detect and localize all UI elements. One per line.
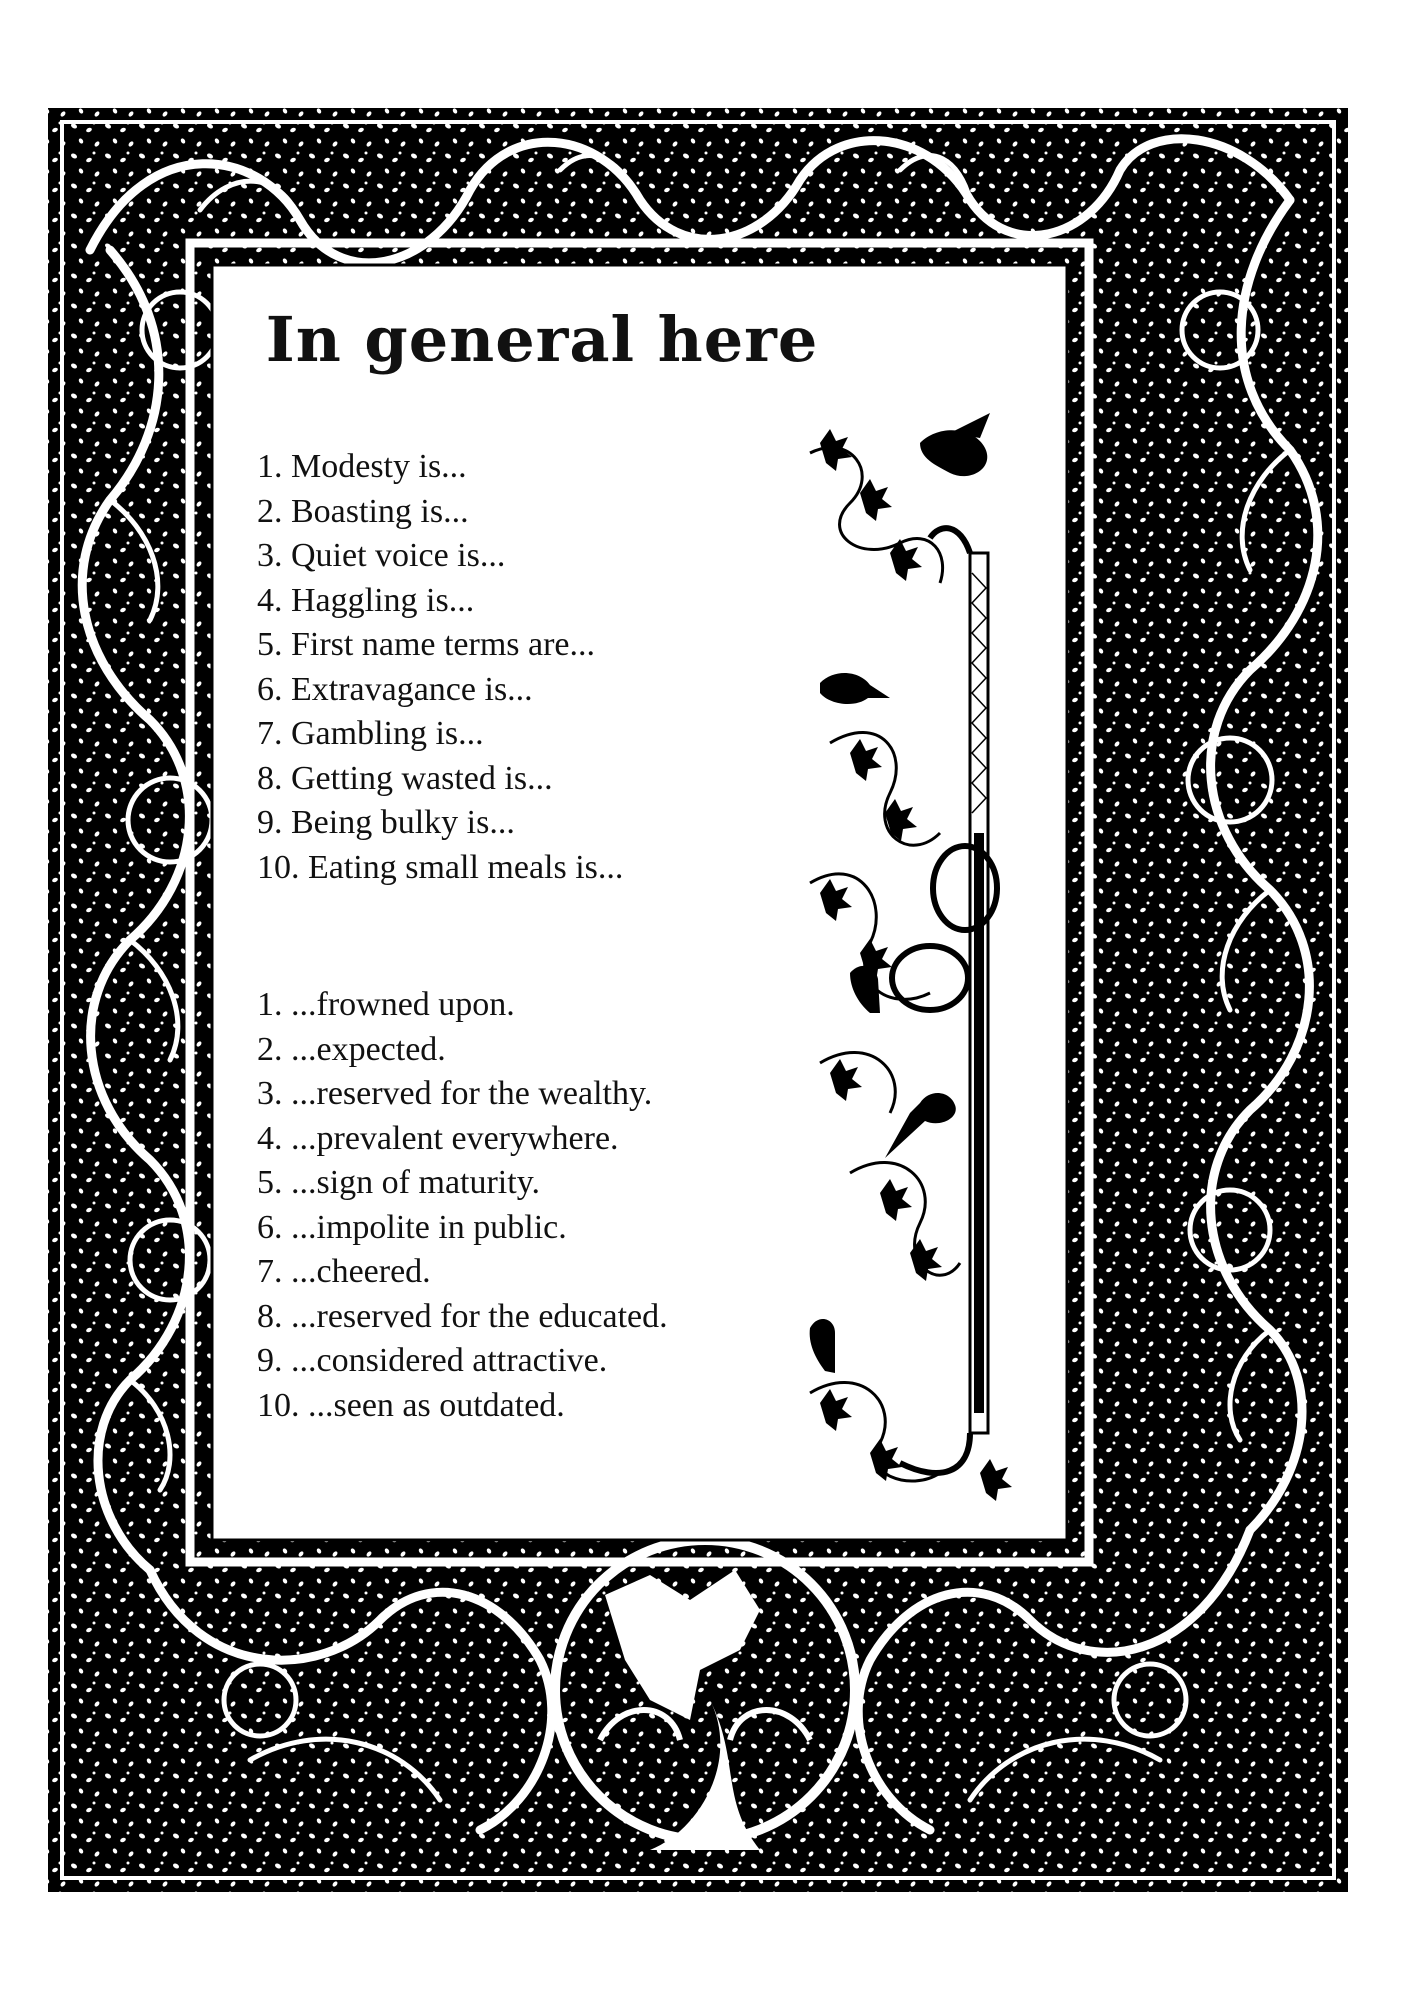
- statement-item: 4. Haggling is...: [257, 581, 475, 619]
- statement-item: 10. Eating small meals is...: [257, 848, 624, 886]
- statement-item: 7. Gambling is...: [257, 715, 484, 752]
- ending-item: 3. ...reserved for the wealthy.: [257, 1075, 653, 1112]
- ending-list: [257, 983, 668, 1428]
- statement-item: 3. Quiet voice is...: [257, 537, 506, 574]
- statement-list: [257, 445, 623, 890]
- vine-bird-illustration: [790, 413, 1022, 1513]
- ending-item: 9. ...considered attractive.: [257, 1342, 608, 1379]
- content-panel: [212, 265, 1067, 1540]
- ending-item: 1. ...frowned upon.: [257, 986, 515, 1023]
- ending-item: 4. ...prevalent everywhere.: [257, 1119, 619, 1157]
- statement-item: 9. Being bulky is...: [257, 804, 515, 841]
- statement-item: 5. First name terms are...: [257, 626, 596, 663]
- statement-item: 2. Boasting is...: [257, 492, 469, 530]
- ending-item: 5. ...sign of maturity.: [257, 1164, 540, 1201]
- ending-item: 6. ...impolite in public.: [257, 1208, 567, 1246]
- statement-item: 8. Getting wasted is...: [257, 759, 553, 797]
- ending-item: 8. ...reserved for the educated.: [257, 1297, 668, 1335]
- ending-item: 10. ...seen as outdated.: [257, 1386, 565, 1424]
- statement-item: 1. Modesty is...: [257, 448, 467, 485]
- ending-item: 2. ...expected.: [257, 1030, 446, 1068]
- page-title: In general here: [265, 303, 819, 376]
- ending-item: 7. ...cheered.: [257, 1253, 431, 1290]
- statement-item: 6. Extravagance is...: [257, 670, 533, 708]
